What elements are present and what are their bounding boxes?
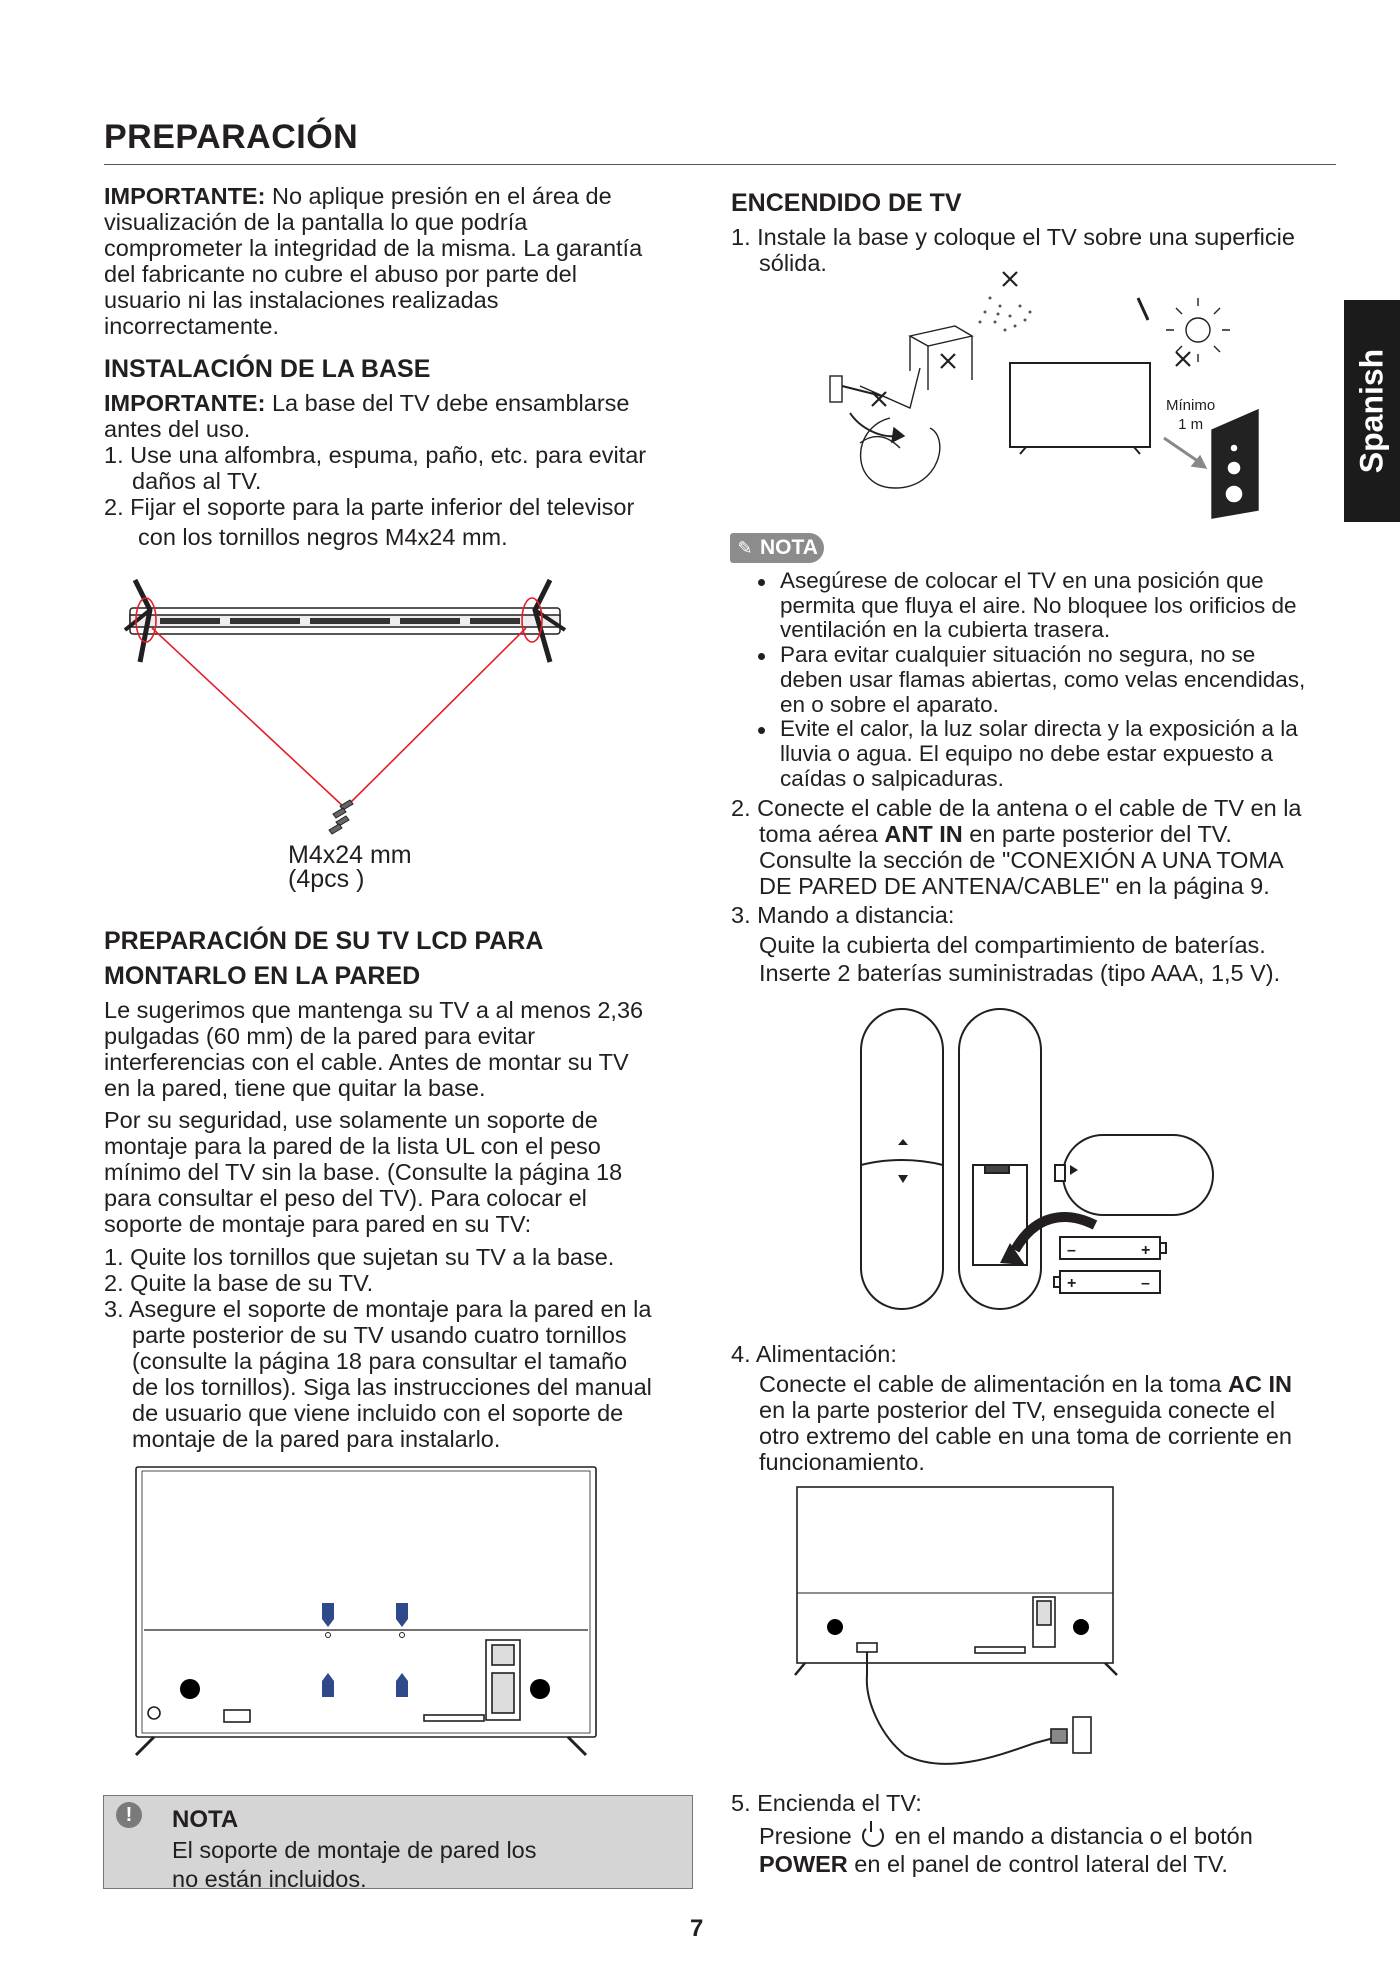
minimum-distance-label: [1166, 396, 1215, 434]
right-step-line: en el mando a distancia o el botón: [888, 1823, 1253, 1849]
base-important-text: La base del TV debe ensamblarse: [265, 390, 630, 416]
power-on-heading: ENCENDIDO DE TV: [731, 189, 962, 217]
screw-size-label: M4x24 mm: [288, 841, 412, 869]
remote-battery-diagram: [855, 1005, 1215, 1315]
nota-bullets: [780, 569, 1340, 791]
right-step-line: en el panel de control lateral del TV.: [847, 1851, 1228, 1877]
bullet-line: en o sobre el aparato.: [780, 691, 999, 717]
bullet-item: [780, 643, 1340, 717]
warning-icon: !: [116, 1802, 142, 1828]
minimum-label: Mínimo: [1166, 397, 1216, 414]
nota-badge: [730, 533, 824, 563]
important-label: IMPORTANTE:: [104, 183, 266, 209]
right-step-line: otro extremo del cable en una toma de corriente en: [759, 1423, 1292, 1449]
svg-text:–: –: [1067, 1242, 1076, 1259]
right-step-line: Consulte la sección de "CONEXIÓN A UNA TOMA: [759, 847, 1284, 873]
bullet-line: caídas o salpicaduras.: [780, 765, 1004, 791]
screw-count-label: (4pcs ): [288, 865, 365, 893]
note-line: El soporte de montaje de pared los: [172, 1837, 537, 1863]
bullet-line: deben usar flamas abiertas, como velas encendidas,: [780, 666, 1306, 692]
tv-back-wall-mount-diagram: [134, 1465, 600, 1765]
wall-heading-2: MONTARLO EN LA PARED: [104, 962, 421, 990]
wall-step: 3. Asegure el soporte de montaje para la pared en la: [104, 1296, 652, 1322]
base-step: con los tornillos negros M4x24 mm.: [138, 524, 508, 550]
right-step-title: 4. Alimentación:: [731, 1341, 897, 1367]
stand-screw-diagram: [120, 570, 580, 840]
wall-heading-1: PREPARACIÓN DE SU TV LCD PARA: [104, 927, 544, 955]
bullet-line: Evite el calor, la luz solar directa y la exposición a la: [780, 716, 1298, 742]
base-step: 2. Fijar el soporte para la parte inferior del televisor: [104, 494, 635, 520]
important-line: incorrectamente.: [104, 313, 280, 339]
right-step-line: Conecte el cable de alimentación en la toma: [759, 1371, 1228, 1397]
right-step-line: en parte posterior del TV.: [962, 821, 1232, 847]
right-step-title: 3. Mando a distancia:: [731, 902, 955, 928]
important-line: visualización de la pantalla lo que podría: [104, 209, 528, 235]
important-line: del fabricante no cubre el abuso por parte del: [104, 261, 577, 287]
right-step-line: toma aérea: [759, 821, 885, 847]
base-important-text: antes del uso.: [104, 416, 251, 442]
wall-mount-note: [103, 1795, 693, 1892]
language-tab: [1344, 300, 1400, 522]
right-step-line: Quite la cubierta del compartimiento de baterías.: [759, 932, 1266, 958]
svg-text:–: –: [1141, 1275, 1150, 1292]
nota-label: NOTA: [760, 536, 818, 559]
bullet-line: Asegúrese de colocar el TV en una posición que: [780, 568, 1264, 593]
note-body: [172, 1836, 672, 1894]
right-step-line: Presione: [759, 1823, 859, 1849]
right-step-4: [731, 1341, 1351, 1475]
language-tab-label: Spanish: [1353, 348, 1390, 474]
right-step-title: 5. Encienda el TV:: [731, 1790, 922, 1816]
wall-line: para consultar el peso del TV). Para colocar el: [104, 1185, 587, 1211]
wall-line: Le sugerimos que mantenga su TV a al menos 2,36: [104, 997, 644, 1023]
right-step-line: Inserte 2 baterías suministradas (tipo AAA, 1,5 V).: [759, 960, 1281, 986]
base-instructions: [104, 390, 704, 550]
wall-step: (consulte la página 18 para consultar el tamaño: [132, 1348, 628, 1374]
svg-text:+: +: [1067, 1275, 1077, 1292]
power-label: POWER: [759, 1851, 848, 1877]
base-step: daños al TV.: [132, 468, 262, 494]
bullet-item: [780, 569, 1340, 643]
right-step-2: [731, 795, 1351, 899]
title-divider: [104, 164, 1336, 165]
screw-label: [288, 843, 412, 891]
power-connection-diagram: [795, 1485, 1125, 1785]
wall-line: montaje para la pared de la lista UL con el peso: [104, 1133, 601, 1159]
wall-step: 2. Quite la base de su TV.: [104, 1270, 374, 1296]
ant-in-label: ANT IN: [884, 821, 963, 847]
wall-step: parte posterior de su TV usando cuatro tornillos: [132, 1322, 627, 1348]
wall-line: pulgadas (60 mm) de la pared para evitar: [104, 1023, 536, 1049]
wall-paragraph-1: [104, 997, 704, 1101]
svg-text:+: +: [1141, 1242, 1151, 1259]
wall-step: montaje de la pared para instalarlo.: [132, 1426, 501, 1452]
important-line: comprometer la integridad de la misma. La garantía: [104, 235, 643, 261]
wall-step: de usuario que viene incluido con el soporte de: [132, 1400, 624, 1426]
important-line: No aplique presión en el área de: [265, 183, 612, 209]
important-line: usuario ni las instalaciones realizadas: [104, 287, 499, 313]
note-line: no están incluidos.: [172, 1866, 367, 1892]
right-step-line: 1. Instale la base y coloque el TV sobre una superficie: [731, 224, 1295, 250]
bullet-item: [780, 717, 1340, 791]
wall-steps: [104, 1244, 724, 1452]
wall-line: soporte de montaje para pared en su TV:: [104, 1211, 532, 1237]
wall-step: 1. Quite los tornillos que sujetan su TV a la base.: [104, 1244, 615, 1270]
page-title: PREPARACIÓN: [104, 118, 359, 156]
wall-line: en la pared, tiene que quitar la base.: [104, 1075, 486, 1101]
right-step-3: [731, 902, 1351, 986]
right-step-line: funcionamiento.: [759, 1449, 925, 1475]
minimum-value: 1 m: [1178, 416, 1204, 433]
pencil-icon: ✎: [737, 538, 753, 558]
wall-step: de los tornillos). Siga las instrucciones del manual: [132, 1374, 652, 1400]
base-important-label: IMPORTANTE:: [104, 390, 266, 416]
right-step-line: sólida.: [759, 250, 827, 276]
important-paragraph: [104, 183, 704, 339]
base-step: 1. Use una alfombra, espuma, paño, etc. para evitar: [104, 442, 647, 468]
wall-line: mínimo del TV sin la base. (Consulte la página 18: [104, 1159, 623, 1185]
note-title: NOTA: [172, 1806, 239, 1833]
bullet-line: ventilación en la cubierta trasera.: [780, 617, 1111, 643]
bullet-line: permita que fluya el aire. No bloquee los orificios de: [780, 592, 1297, 618]
bullet-line: lluvia o agua. El equipo no debe estar expuesto a: [780, 740, 1273, 766]
bullet-line: Para evitar cualquier situación no segura, no se: [780, 642, 1256, 668]
right-step-line: 2. Conecte el cable de la antena o el cable de TV en la: [731, 795, 1302, 821]
right-step-5: [731, 1790, 1351, 1877]
right-step-line: DE PARED DE ANTENA/CABLE" en la página 9.: [759, 873, 1270, 899]
power-icon: [862, 1825, 884, 1847]
base-heading: INSTALACIÓN DE LA BASE: [104, 355, 431, 383]
right-step-line: en la parte posterior del TV, enseguida conecte el: [759, 1397, 1276, 1423]
page-number: 7: [690, 1915, 704, 1942]
wall-line: interferencias con el cable. Antes de montar su TV: [104, 1049, 629, 1075]
wall-paragraph-2: [104, 1107, 704, 1237]
ac-in-label: AC IN: [1227, 1371, 1292, 1397]
wall-line: Por su seguridad, use solamente un soporte de: [104, 1107, 598, 1133]
